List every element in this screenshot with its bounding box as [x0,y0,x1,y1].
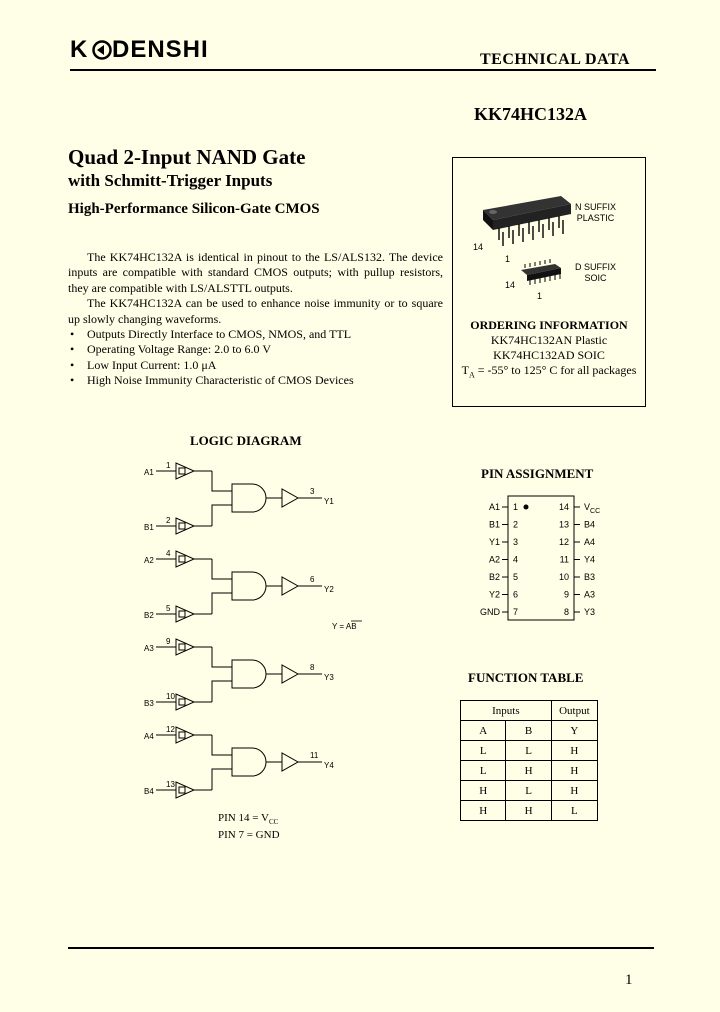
logic-wire [212,593,232,614]
d-type: SOIC [584,273,607,283]
logic-input-pin: 2 [166,516,171,525]
inverter-icon [282,665,298,683]
col-a: A [461,721,506,741]
schmitt-symbol-icon [179,468,185,474]
logic-input-pin: 10 [166,692,175,701]
cell: H [551,781,597,801]
logic-output-label: Y2 [324,585,334,594]
nand-gate-icon [232,660,266,688]
logic-equation: Y = AB [332,622,357,631]
cell: L [506,741,551,761]
pin14-note [218,812,280,829]
pin-left-number: 3 [513,537,519,547]
feature-item: • Low Input Current: 1.0 μA [68,358,443,373]
logic-output-pin: 3 [310,487,315,496]
pin14-text: PIN 14 = V [218,812,269,824]
function-table-title: FUNCTION TABLE [468,670,584,685]
logic-input-pin: 9 [166,637,171,646]
logic-input-pin: 12 [166,725,175,734]
logo-k: K [70,36,89,63]
table-row [461,801,598,821]
pin-right-name: B3 [584,572,596,582]
cell: L [551,801,597,821]
pin-left-number: 2 [513,519,519,530]
logic-output-label: Y3 [324,673,334,682]
nand-gate-icon [232,484,266,512]
logic-input-label: B2 [144,611,154,620]
pin-left-number: 6 [513,589,519,600]
table-header-row [461,701,598,721]
logic-wire [212,681,232,702]
feature-list [68,327,443,389]
cell: H [551,761,597,781]
soic-pin14-label: 14 [505,280,516,290]
logic-input-label: B4 [144,787,154,796]
cell: H [551,741,597,761]
pin-right-number: 14 [558,502,569,512]
logic-input-pin: 1 [166,461,171,470]
output-header: Output [551,701,597,721]
function-table [460,700,598,821]
logic-input-label: A2 [144,556,154,565]
part-number: KK74HC132A [474,104,588,124]
logic-wire [212,735,232,755]
feature-item: • Outputs Directly Interface to CMOS, NMOS, and TTL [68,327,443,342]
pin-left-name: B1 [488,519,500,530]
logic-input-pin: 13 [166,780,175,789]
pin-left-name: GND [480,607,500,617]
header-rule [70,69,656,71]
logo-rest: DENSHI [112,36,209,63]
logic-input-label: A4 [144,732,154,741]
pin-right-number: 10 [558,572,569,582]
logic-input-pin: 4 [166,549,171,558]
schmitt-symbol-icon [179,611,185,617]
logic-output-pin: 8 [310,663,315,672]
title-line2: with Schmitt-Trigger Inputs [68,171,273,190]
temp-sub: A [468,370,475,380]
inputs-header: Inputs [461,701,552,721]
pin-right-name: A4 [584,537,596,547]
nand-gate-icon [232,572,266,600]
n-suffix-label [575,202,616,224]
technical-data-heading: TECHNICAL DATA [480,51,630,68]
pin-right-number: 13 [558,519,569,530]
logic-wire [212,559,232,579]
ordering-title: ORDERING INFORMATION [470,318,628,332]
pin-right-name: A3 [584,589,596,600]
logic-input-label: B1 [144,523,154,532]
footer-rule [68,947,654,949]
feature-item: • High Noise Immunity Characteristic of CMOS Devices [68,373,443,388]
pin-left-name: B2 [488,572,500,582]
pin-left-name: Y1 [488,537,500,547]
pin-left-number: 5 [513,572,519,582]
cell: H [461,801,506,821]
logic-wire [212,769,232,790]
order-line-1: KK74HC132AN Plastic [490,333,608,347]
schmitt-symbol-icon [179,523,185,529]
order-line-2: KK74HC132AD SOIC [493,348,605,362]
cell: H [506,761,551,781]
title-line1: Quad 2-Input NAND Gate [68,145,306,169]
logic-input-label: A1 [144,468,154,477]
logic-diagram [140,455,380,800]
logic-wire [212,471,232,491]
col-y: Y [551,721,597,741]
power-pins-note [218,812,280,842]
pin-right-number: 12 [558,537,569,547]
pin1-dot-icon [524,505,529,510]
cell: L [461,761,506,781]
pin-assignment-diagram [470,494,620,626]
inverter-icon [282,753,298,771]
dip-pin14-label: 14 [473,242,484,252]
schmitt-symbol-icon [179,644,185,650]
d-suffix-label [575,262,616,284]
pin-left-name: A1 [488,502,500,512]
title-line3: High-Performance Silicon-Gate CMOS [68,201,320,217]
pin-left-number: 7 [513,607,519,617]
feature-item: • Operating Voltage Range: 2.0 to 6.0 V [68,342,443,357]
pin-left-number: 1 [513,502,519,512]
inverter-icon [282,577,298,595]
schmitt-symbol-icon [179,787,185,793]
description-p2: The KK74HC132A can be used to enhance noise immunity or to square up slowly changing waveforms. [68,296,443,326]
package-box [452,157,646,407]
schmitt-symbol-icon [179,699,185,705]
table-row [461,761,598,781]
schmitt-symbol-icon [179,556,185,562]
page-number: 1 [625,972,633,988]
col-b: B [506,721,551,741]
pin-left-name: Y2 [488,589,500,600]
description-p1: The KK74HC132A is identical in pinout to the LS/ALS132. The device inputs are compatible with standard CMOS outputs; with pullup resistors, they are compatible with LS/ALSTTL outputs. [68,250,443,295]
pin-right-name: B4 [584,519,596,530]
pin-right-name: Y4 [584,554,596,565]
schmitt-symbol-icon [179,732,185,738]
pin-right-name: Y3 [584,607,596,617]
pin-right-number: 11 [559,554,569,565]
logic-input-pin: 5 [166,604,171,613]
pin-left-number: 4 [513,554,519,565]
description [68,250,443,389]
pin14-sub: CC [268,818,279,827]
pin-left-name: A2 [488,554,500,565]
logic-wire [212,505,232,526]
temp-rest: = -55° to 125° C for all packages [474,363,637,377]
cell: L [461,741,506,761]
cell: H [461,781,506,801]
n-type: PLASTIC [576,213,615,223]
pin-right-number: 9 [563,589,569,600]
logic-output-pin: 6 [310,575,315,584]
package-illustration-icon [453,158,645,308]
table-row [461,781,598,801]
logic-diagram-title: LOGIC DIAGRAM [190,433,302,448]
logic-wire [212,647,232,667]
dip-pin1-label: 1 [505,254,511,264]
logic-input-label: B3 [144,699,154,708]
pin-right-name: $V_{CC}$ [584,502,601,515]
inverter-icon [282,489,298,507]
pin-assignment-title: PIN ASSIGNMENT [481,466,594,481]
logic-input-label: A3 [144,644,154,653]
cell: H [506,801,551,821]
n-suffix: N SUFFIX [575,202,617,212]
soic-pin1-label: 1 [537,291,543,301]
d-suffix: D SUFFIX [575,262,617,272]
nand-gate-icon [232,748,266,776]
logic-output-pin: 11 [310,751,319,760]
temp-prefix: T [461,363,469,377]
logic-output-label: Y4 [324,761,334,770]
pin7-note: PIN 7 = GND [218,829,280,842]
table-row [461,741,598,761]
pin-right-number: 8 [563,607,569,617]
logo-mark-icon [92,40,112,60]
temp-range [453,363,645,379]
logic-output-label: Y1 [324,497,334,506]
table-col-row [461,721,598,741]
cell: L [506,781,551,801]
